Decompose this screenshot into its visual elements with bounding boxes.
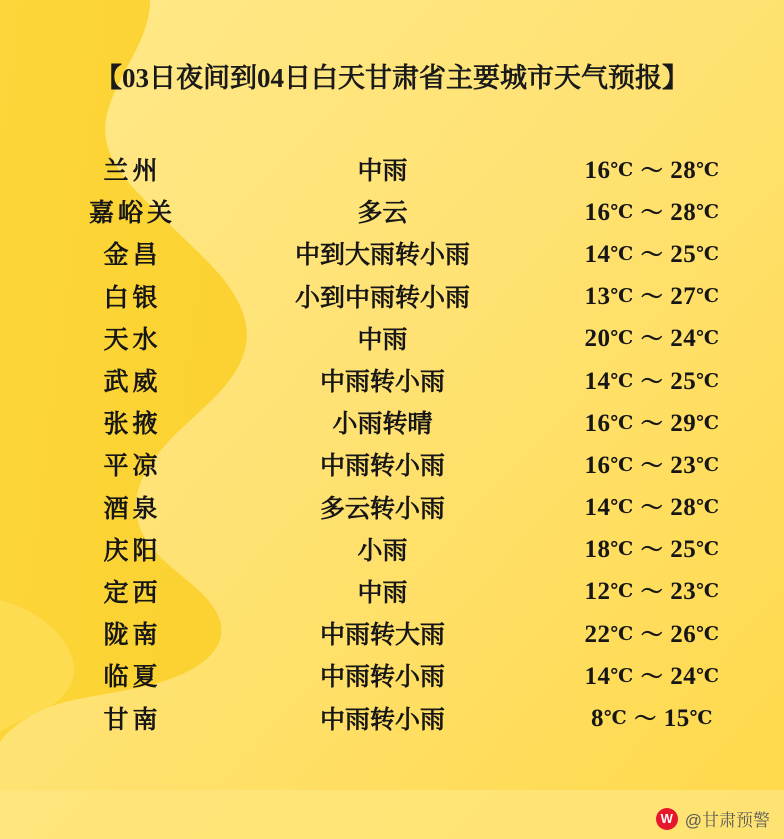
temp-low: 14℃ <box>584 240 634 268</box>
temp-low: 16℃ <box>584 198 634 226</box>
temp-high: 23℃ <box>670 578 720 606</box>
temp-high: 24℃ <box>670 325 720 353</box>
temperature-range <box>520 280 784 311</box>
temp-high: 23℃ <box>670 451 720 479</box>
temp-high: 28℃ <box>670 156 720 184</box>
range-separator: ～ <box>640 157 664 183</box>
temperature-range <box>520 575 784 606</box>
weather-condition: 中雨 <box>357 158 408 186</box>
weather-condition: 小雨转晴 <box>332 411 433 439</box>
city-name: 平凉 <box>103 453 162 481</box>
city-name: 金昌 <box>103 242 162 270</box>
temp-low: 13℃ <box>584 283 634 311</box>
weather-condition: 中到大雨转小雨 <box>294 242 470 270</box>
temperature-range <box>520 154 784 185</box>
temp-low: 16℃ <box>584 451 634 479</box>
temperature-range <box>520 491 784 522</box>
city-name: 天水 <box>103 326 162 354</box>
range-separator: ～ <box>640 579 664 605</box>
temperature-range <box>520 660 784 691</box>
temp-high: 25℃ <box>670 240 720 268</box>
weather-condition: 中雨转大雨 <box>319 622 445 650</box>
range-separator: ～ <box>640 199 664 225</box>
table-row <box>0 317 784 359</box>
weather-condition: 多云 <box>357 200 408 228</box>
temp-low: 14℃ <box>584 367 634 395</box>
page-title <box>0 56 784 95</box>
city-name: 庆阳 <box>103 537 162 565</box>
table-row <box>0 232 784 274</box>
weather-condition: 中雨转小雨 <box>319 369 445 397</box>
temp-low: 22℃ <box>584 620 634 648</box>
temperature-range <box>520 238 784 269</box>
temp-low: 16℃ <box>584 409 634 437</box>
weather-condition: 小到中雨转小雨 <box>294 284 470 312</box>
city-name: 白银 <box>103 284 162 312</box>
temperature-range <box>520 702 784 733</box>
table-row <box>0 570 784 612</box>
weather-condition: 多云转小雨 <box>319 495 445 523</box>
range-separator: ～ <box>640 410 664 436</box>
temperature-range <box>520 618 784 649</box>
temperature-range <box>520 196 784 227</box>
range-separator: ～ <box>640 621 664 647</box>
table-row <box>0 528 784 570</box>
range-separator: ～ <box>640 326 664 352</box>
range-separator: ～ <box>640 495 664 521</box>
range-separator: ～ <box>640 284 664 310</box>
temp-high: 25℃ <box>670 536 720 564</box>
range-separator: ～ <box>640 241 664 267</box>
city-name: 张掖 <box>103 411 162 439</box>
weather-forecast-table <box>0 148 784 739</box>
table-row <box>0 486 784 528</box>
temp-low: 14℃ <box>584 662 634 690</box>
weather-condition: 小雨 <box>357 537 408 565</box>
city-name: 嘉峪关 <box>88 200 176 228</box>
table-row <box>0 654 784 696</box>
temp-low: 12℃ <box>584 578 634 606</box>
range-separator: ～ <box>640 452 664 478</box>
city-name: 定西 <box>103 579 162 607</box>
temperature-range <box>520 407 784 438</box>
temp-high: 28℃ <box>670 198 720 226</box>
range-separator: ～ <box>640 663 664 689</box>
temp-low: 14℃ <box>584 494 634 522</box>
weather-condition: 中雨 <box>357 579 408 607</box>
weibo-icon: W <box>656 808 678 830</box>
range-separator: ～ <box>640 537 664 563</box>
table-row <box>0 696 784 738</box>
temp-high: 29℃ <box>670 409 720 437</box>
range-separator: ～ <box>640 368 664 394</box>
temp-low: 8℃ <box>590 705 628 733</box>
temperature-range <box>520 449 784 480</box>
temp-high: 28℃ <box>670 494 720 522</box>
city-name: 武威 <box>103 369 162 397</box>
temp-high: 27℃ <box>670 283 720 311</box>
weibo-account-name: @甘肃预警 <box>684 811 770 830</box>
table-row <box>0 401 784 443</box>
watermark <box>656 806 770 831</box>
temperature-range <box>520 365 784 396</box>
temperature-range <box>520 322 784 353</box>
temp-high: 25℃ <box>670 367 720 395</box>
weather-condition: 中雨转小雨 <box>319 664 445 692</box>
table-row <box>0 359 784 401</box>
table-row <box>0 612 784 654</box>
temp-low: 20℃ <box>584 325 634 353</box>
city-name: 甘南 <box>103 706 162 734</box>
weather-condition: 中雨 <box>357 326 408 354</box>
table-row <box>0 148 784 190</box>
temp-high: 15℃ <box>663 705 714 733</box>
range-separator: ～ <box>634 706 657 732</box>
table-row <box>0 275 784 317</box>
temp-high: 26℃ <box>670 620 720 648</box>
temp-low: 18℃ <box>584 536 634 564</box>
page-title-text: 【03日夜间到04日白天甘肃省主要城市天气预报】 <box>95 63 689 93</box>
temp-low: 16℃ <box>584 156 634 184</box>
temperature-range <box>520 533 784 564</box>
city-name: 酒泉 <box>103 495 162 523</box>
table-row <box>0 443 784 485</box>
weather-condition: 中雨转小雨 <box>319 453 445 481</box>
city-name: 陇南 <box>103 622 162 650</box>
temp-high: 24℃ <box>670 662 720 690</box>
city-name: 兰州 <box>103 158 162 186</box>
city-name: 临夏 <box>103 664 162 692</box>
weather-condition: 中雨转小雨 <box>319 706 445 734</box>
table-row <box>0 190 784 232</box>
